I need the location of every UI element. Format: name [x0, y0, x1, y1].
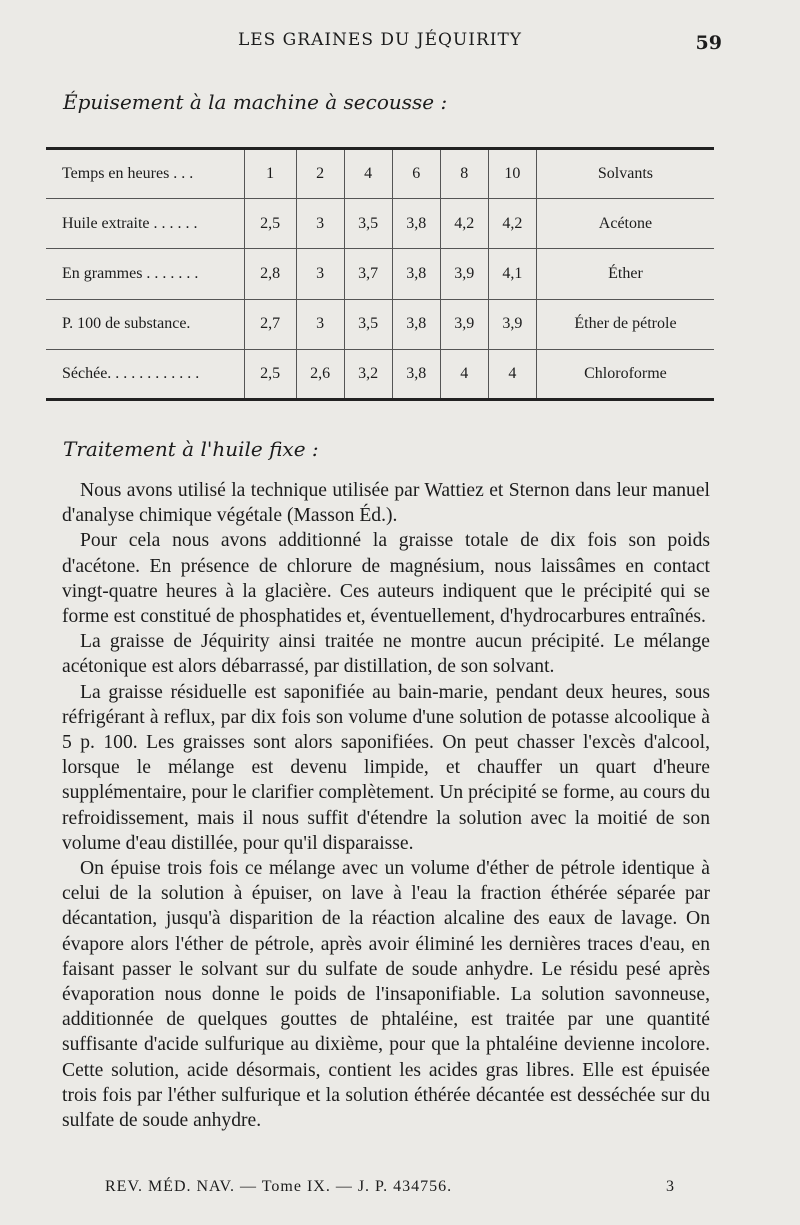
table-cell: 3,8 [392, 249, 440, 299]
table-cell: 3,2 [344, 349, 392, 398]
table-row [46, 150, 714, 199]
table-cell: 4,2 [488, 199, 536, 249]
table-cell: 4 [488, 349, 536, 398]
page-number: 59 [695, 32, 722, 54]
table-cell: 2 [296, 150, 344, 199]
row-label: En grammes . . . . . . . [46, 249, 244, 299]
table-cell: 10 [488, 150, 536, 199]
row-label: Huile extraite . . . . . . [46, 199, 244, 249]
body-text [62, 478, 710, 1133]
table-cell: 2,8 [244, 249, 296, 299]
table-cell: 4 [440, 349, 488, 398]
table-cell: 3,8 [392, 349, 440, 398]
table-cell: 3 [296, 299, 344, 349]
paragraph: On épuise trois fois ce mélange avec un volume d'éther de pétrole identique à celui de la solution à épuiser, on lave à l'eau la fraction éthérée séparée par décantation, jusqu'à disparition de la réaction alcaline des eaux de lavage. On évapore alors l'éther de pétrole, après avoir éliminé les dernières traces d'eau, en faisant passer le solvant sur du sulfate de soude anhydre. Le résidu pesé après évaporation nous donne le poids de l'insaponifiable. La solution savonneuse, additionnée de quelques gouttes de phtaléine, est traitée par une quantité suffisante d'acide sulfurique au dixième, pour que la phtaléine devienne incolore. Cette solution, acide désormais, contient les acides gras libres. Elle est épuisée trois fois par l'éther sulfurique et la solution éthérée décantée est desséchée sur du sulfate de soude anhydre. [62, 858, 710, 1132]
row-label: P. 100 de substance. [46, 299, 244, 349]
table-cell: 3,5 [344, 299, 392, 349]
table-cell: 3,9 [440, 249, 488, 299]
table-cell: 4 [344, 150, 392, 199]
table-cell: 8 [440, 150, 488, 199]
table-cell: 3 [296, 249, 344, 299]
table-cell: 6 [392, 150, 440, 199]
running-title: LES GRAINES DU JÉQUIRITY [237, 30, 523, 50]
table-cell: 4,1 [488, 249, 536, 299]
solvent-cell: Chloroforme [536, 349, 714, 398]
page-header [0, 30, 800, 56]
row-label: Séchée. . . . . . . . . . . . [62, 364, 200, 382]
footer-reference: REV. MÉD. NAV. — Tome IX. — J. P. 434756. [105, 1178, 453, 1195]
solvent-cell: Acétone [536, 199, 714, 249]
table-row [46, 299, 714, 349]
paragraph: Pour cela nous avons additionné la graisse totale de dix fois son poids d'acétone. En présence de chlorure de magnésium, nous laissâmes en contact vingt-quatre heures à la glacière. Ces auteurs indiquent que le précipité qui se forme est constitué de phosphatides et, éventuellement, d'hydrocarbures entraînés. [62, 530, 710, 628]
paragraph: Nous avons utilisé la technique utilisée par Wattiez et Sternon dans leur manuel d'analyse chimique végétale (Masson Éd.). [62, 480, 710, 527]
table-cell: 3,7 [344, 249, 392, 299]
section-heading-epuisement: Épuisement à la machine à secousse : [63, 90, 448, 114]
table-cell: 3 [296, 199, 344, 249]
table-cell: 3,5 [344, 199, 392, 249]
table-cell: 3,8 [392, 199, 440, 249]
table-cell: 2,5 [244, 199, 296, 249]
footer-signature: 3 [666, 1178, 674, 1195]
solvent-cell: Solvants [536, 150, 714, 199]
solvent-cell: Éther [536, 249, 714, 299]
table-row [46, 349, 714, 398]
table-cell: 2,5 [244, 349, 296, 398]
table-row [46, 249, 714, 299]
table-cell: 3,8 [392, 299, 440, 349]
extraction-table [46, 147, 714, 401]
table-cell: 3,9 [488, 299, 536, 349]
table-cell: 2,6 [296, 349, 344, 398]
table-cell: 2,7 [244, 299, 296, 349]
paragraph: La graisse de Jéquirity ainsi traitée ne montre aucun précipité. Le mélange acétonique est alors débarrassé, par distillation, de son solvant. [62, 631, 710, 678]
table-cell: 4,2 [440, 199, 488, 249]
table-cell: 3,9 [440, 299, 488, 349]
table-cell: 1 [244, 150, 296, 199]
row-label: Temps en heures . . . [46, 150, 244, 199]
table-row [46, 199, 714, 249]
paragraph: La graisse résiduelle est saponifiée au bain-marie, pendant deux heures, sous réfrigérant à reflux, par dix fois son volume d'une solution de potasse alcoolique à 5 p. 100. Les graisses sont alors saponifiées. On peut chasser l'excès d'alcool, lorsque le mélange est devenu limpide, et chauffer un quart d'heure supplémentaire, pour le clarifier complètement. Un précipité se forme, au cours du refroidissement, mais il nous suffit d'étendre la solution avec la moitié de son volume d'eau distillée, pour qu'il disparaisse. [62, 681, 710, 854]
solvent-cell: Éther de pétrole [536, 299, 714, 349]
section-heading-traitement: Traitement à l'huile fixe : [63, 437, 319, 461]
